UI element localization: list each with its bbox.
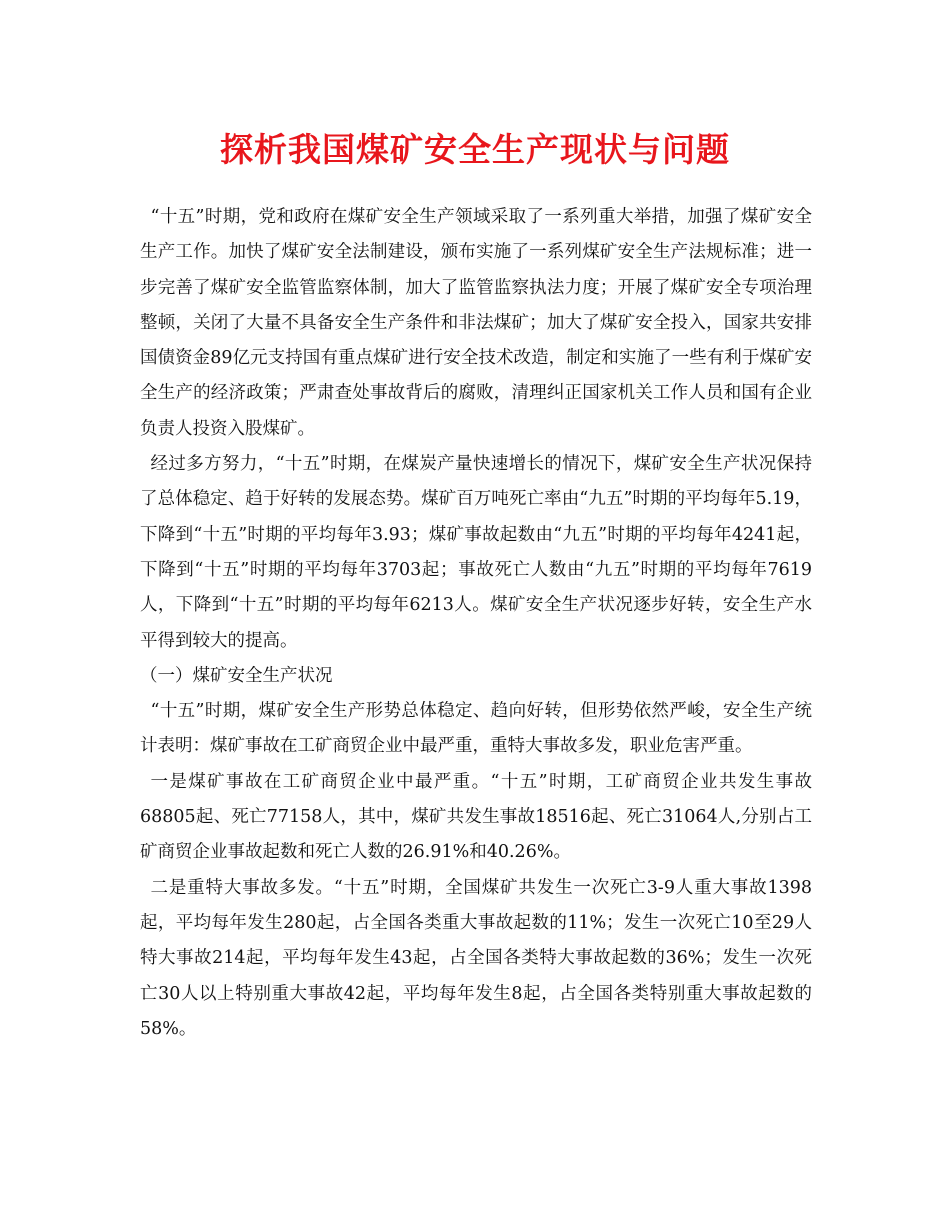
document-body: [140, 200, 812, 1047]
paragraph-situation: “十五”时期，煤矿安全生产形势总体稳定、趋向好转，但形势依然严峻，安全生产统计表明：煤矿事故在工矿商贸企业中最严重，重特大事故多发，职业危害严重。: [140, 701, 812, 757]
section-heading: （一）煤矿安全生产状况: [140, 665, 333, 686]
paragraph-point-one: 一是煤矿事故在工矿商贸企业中最严重。“十五”时期，工矿商贸企业共发生事故68805起、死亡77158人，其中，煤矿共发生事故18516起、死亡31064人,分别占工矿商贸企业事故起数和死亡人数的26.91%和40.26%。: [140, 771, 812, 863]
paragraph-progress: 经过多方努力，“十五”时期，在煤炭产量快速增长的情况下，煤矿安全生产状况保持了总体稳定、趋于好转的发展态势。煤矿百万吨死亡率由“九五”时期的平均每年5.19，下降到“十五”时期的平均每年3.93；煤矿事故起数由“九五”时期的平均每年4241起，下降到“十五”时期的平均每年3703起；事故死亡人数由“九五”时期的平均每年7619人，下降到“十五”时期的平均每年6213人。煤矿安全生产状况逐步好转，安全生产水平得到较大的提高。: [140, 454, 812, 651]
paragraph-point-two: 二是重特大事故多发。“十五”时期，全国煤矿共发生一次死亡3-9人重大事故1398起，平均每年发生280起，占全国各类重大事故起数的11%；发生一次死亡10至29人特大事故214起，平均每年发生43起，占全国各类特大事故起数的36%；发生一次死亡30人以上特别重大事故42起，平均每年发生8起，占全国各类特别重大事故起数的58%。: [140, 877, 812, 1039]
document-title: 探析我国煤矿安全生产现状与问题: [220, 130, 730, 169]
paragraph-intro: “十五”时期，党和政府在煤矿安全生产领域采取了一系列重大举措，加强了煤矿安全生产工作。加快了煤矿安全法制建设，颁布实施了一系列煤矿安全生产法规标准；进一步完善了煤矿安全监管监察体制，加大了监管监察执法力度；开展了煤矿安全专项治理整顿，关闭了大量不具备安全生产条件和非法煤矿；加大了煤矿安全投入，国家共安排国债资金89亿元支持国有重点煤矿进行安全技术改造，制定和实施了一些有利于煤矿安全生产的经济政策；严肃查处事故背后的腐败，清理纠正国家机关工作人员和国有企业负责人投资入股煤矿。: [140, 207, 812, 439]
